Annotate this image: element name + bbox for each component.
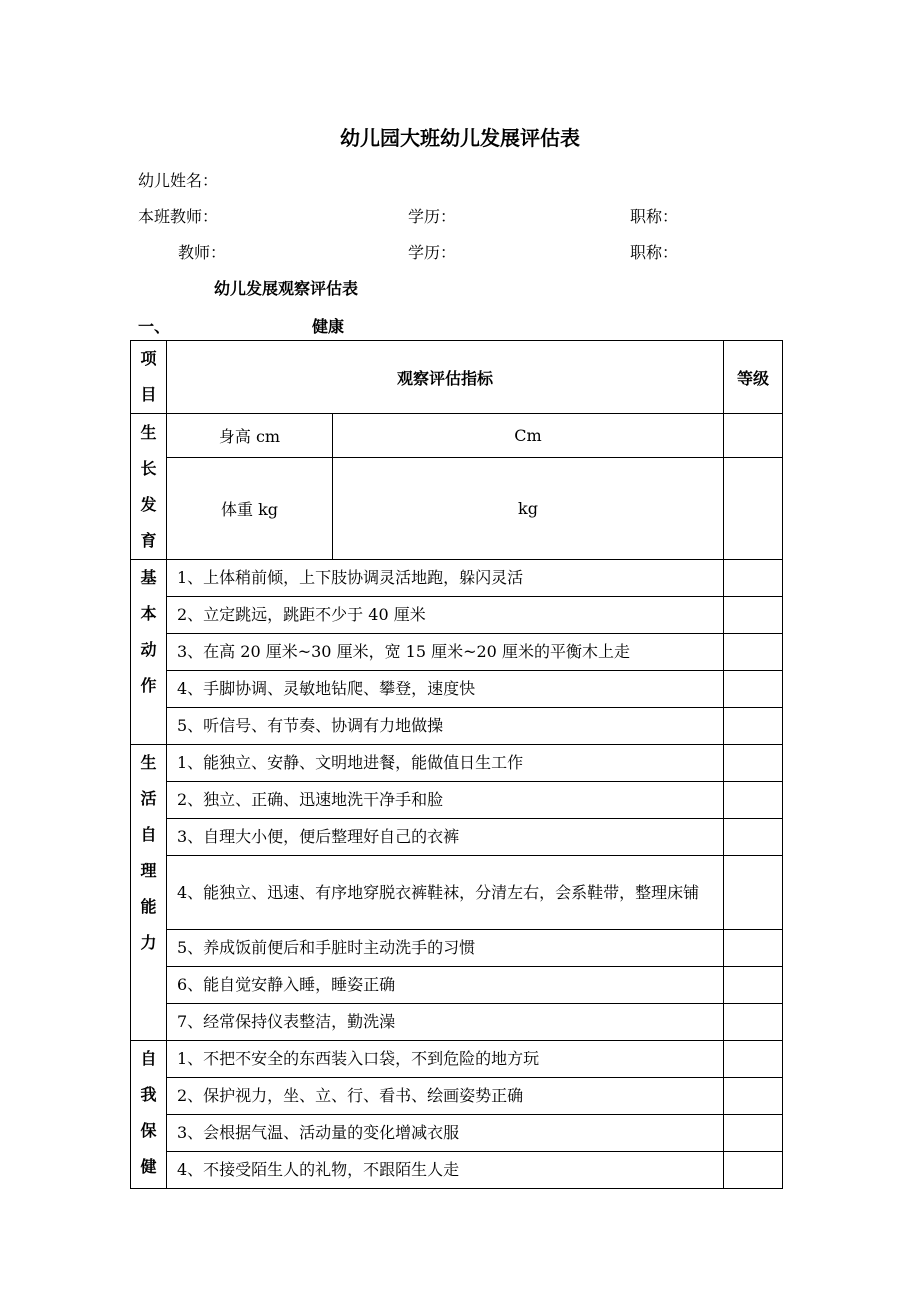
education-label-1: 学历： <box>408 207 457 226</box>
grade-cell[interactable] <box>724 782 783 819</box>
subtitle: 幼儿发展观察评估表 <box>214 279 359 298</box>
grade-cell[interactable] <box>724 708 783 745</box>
table-row <box>131 967 783 1004</box>
growth-category: 生长发育 <box>140 422 157 550</box>
header-item-cell <box>131 341 167 414</box>
self-care-item: 2、独立、正确、迅速地洗干净手和脸 <box>167 782 724 819</box>
self-protect-item: 3、会根据气温、活动量的变化增减衣服 <box>167 1115 724 1152</box>
grade-cell[interactable] <box>724 671 783 708</box>
table-row <box>131 671 783 708</box>
table-row <box>131 1004 783 1041</box>
section-number: 一、 <box>138 317 171 336</box>
self-care-item: 4、能独立、迅速、有序地穿脱衣裤鞋袜，分清左右，会系鞋带，整理床铺 <box>167 856 724 930</box>
self-protect-category-cell <box>131 1041 167 1189</box>
grade-cell[interactable] <box>724 1004 783 1041</box>
weight-unit: kg <box>333 458 724 560</box>
header-indicator: 观察评估指标 <box>167 341 724 414</box>
table-row <box>131 1078 783 1115</box>
basic-motion-item: 3、在高 20 厘米~30 厘米，宽 15 厘米~20 厘米的平衡木上走 <box>167 634 724 671</box>
self-protect-item: 4、不接受陌生人的礼物，不跟陌生人走 <box>167 1152 724 1189</box>
section-name: 健康 <box>312 317 345 336</box>
child-name-label: 幼儿姓名： <box>138 171 219 190</box>
teacher-label: 教师： <box>178 243 227 262</box>
height-unit: Cm <box>333 414 724 458</box>
grade-cell[interactable] <box>724 560 783 597</box>
grade-cell[interactable] <box>724 634 783 671</box>
header-row <box>131 341 783 414</box>
table-row <box>131 1041 783 1078</box>
header-item: 项目 <box>140 349 157 404</box>
basic-motion-category: 基本动作 <box>140 568 157 695</box>
table-row <box>131 708 783 745</box>
table-row <box>131 560 783 597</box>
basic-motion-item: 2、立定跳远，跳距不少于 40 厘米 <box>167 597 724 634</box>
grade-cell-height[interactable] <box>724 414 783 458</box>
grade-cell[interactable] <box>724 1115 783 1152</box>
grade-cell[interactable] <box>724 1078 783 1115</box>
table-row <box>131 634 783 671</box>
table-row <box>131 819 783 856</box>
grade-cell[interactable] <box>724 930 783 967</box>
title-label-1: 职称： <box>630 207 679 226</box>
grade-cell[interactable] <box>724 745 783 782</box>
basic-motion-item: 1、上体稍前倾，上下肢协调灵活地跑，躲闪灵活 <box>167 560 724 597</box>
self-protect-category: 自我保健 <box>140 1049 157 1176</box>
self-care-item: 7、经常保持仪表整洁，勤洗澡 <box>167 1004 724 1041</box>
self-protect-item: 2、保护视力，坐、立、行、看书、绘画姿势正确 <box>167 1078 724 1115</box>
page-title: 幼儿园大班幼儿发展评估表 <box>340 126 580 150</box>
evaluation-table <box>130 340 783 1189</box>
self-care-item: 1、能独立、安静、文明地进餐，能做值日生工作 <box>167 745 724 782</box>
table-row <box>131 597 783 634</box>
self-care-item: 6、能自觉安静入睡，睡姿正确 <box>167 967 724 1004</box>
growth-weight-row <box>131 458 783 560</box>
self-protect-item: 1、不把不安全的东西装入口袋，不到危险的地方玩 <box>167 1041 724 1078</box>
table-row <box>131 1152 783 1189</box>
basic-motion-item: 4、手脚协调、灵敏地钻爬、攀登，速度快 <box>167 671 724 708</box>
grade-cell[interactable] <box>724 967 783 1004</box>
basic-motion-category-cell <box>131 560 167 745</box>
self-care-item: 3、自理大小便，便后整理好自己的衣裤 <box>167 819 724 856</box>
table-row <box>131 745 783 782</box>
grade-cell[interactable] <box>724 1041 783 1078</box>
self-care-item: 5、养成饭前便后和手脏时主动洗手的习惯 <box>167 930 724 967</box>
title-label-2: 职称： <box>630 243 679 262</box>
grade-cell[interactable] <box>724 1152 783 1189</box>
grade-cell[interactable] <box>724 856 783 930</box>
grade-cell-weight[interactable] <box>724 458 783 560</box>
height-label: 身高 cm <box>167 414 333 458</box>
grade-cell[interactable] <box>724 597 783 634</box>
growth-category-cell <box>131 414 167 560</box>
class-teacher-label: 本班教师： <box>138 207 219 226</box>
growth-height-row <box>131 414 783 458</box>
table-row <box>131 856 783 930</box>
table-row <box>131 782 783 819</box>
table-row <box>131 1115 783 1152</box>
grade-cell[interactable] <box>724 819 783 856</box>
education-label-2: 学历： <box>408 243 457 262</box>
header-grade: 等级 <box>724 341 783 414</box>
weight-label: 体重 kg <box>167 458 333 560</box>
basic-motion-item: 5、听信号、有节奏、协调有力地做操 <box>167 708 724 745</box>
self-care-category: 生活自理能力 <box>140 753 157 952</box>
self-care-category-cell <box>131 745 167 1041</box>
table-row <box>131 930 783 967</box>
